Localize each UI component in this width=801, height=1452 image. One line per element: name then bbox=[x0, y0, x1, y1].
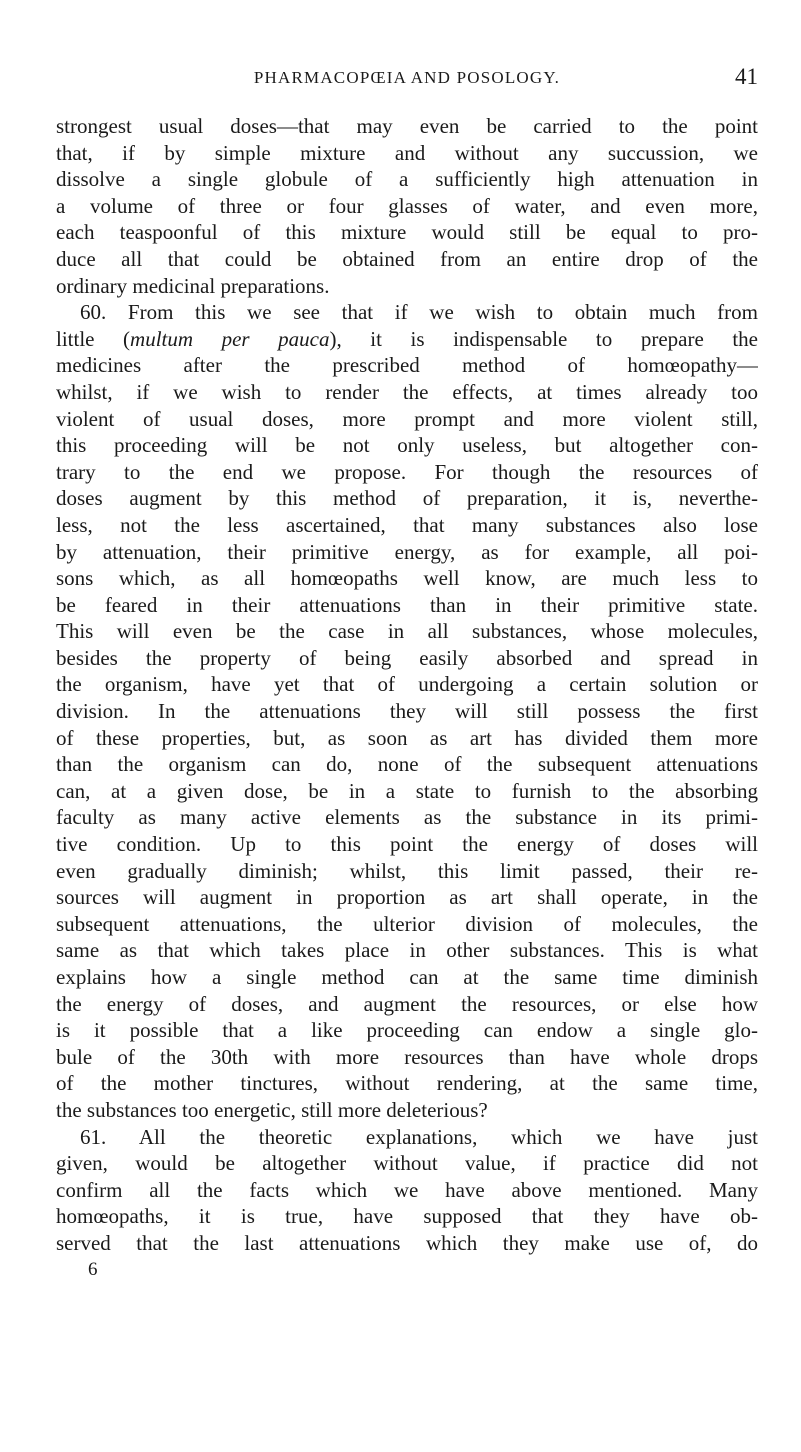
text-line: faculty as many active elements as the substance in its primi- bbox=[56, 805, 758, 830]
text-line: each teaspoonful of this mixture would still be equal to pro- bbox=[56, 220, 758, 245]
text-line: doses augment by this method of preparation, it is, neverthe- bbox=[56, 486, 758, 511]
text-line: is it possible that a like proceeding can endow a single glo- bbox=[56, 1018, 758, 1043]
text-line: of these properties, but, as soon as art has divided them more bbox=[56, 725, 758, 750]
text-line: ordinary medicinal preparations. bbox=[56, 273, 330, 298]
page-header bbox=[56, 64, 758, 94]
text-line: tive condition. Up to this point the energy of doses will bbox=[56, 832, 758, 857]
text-fragment: ), it is indispensable to prepare the bbox=[329, 326, 758, 351]
text-line: subsequent attenuations, the ulterior division of molecules, the bbox=[56, 911, 758, 936]
text-line: division. In the attenuations they will still possess the first bbox=[56, 699, 758, 724]
page-number: 41 bbox=[735, 64, 758, 89]
text-line: the substances too energetic, still more deleterious? bbox=[56, 1097, 488, 1122]
text-line: whilst, if we wish to render the effects, at times already too bbox=[56, 379, 758, 404]
text-line: confirm all the facts which we have above mentioned. Many bbox=[56, 1177, 758, 1202]
text-line: This will even be the case in all substances, whose molecules, bbox=[56, 619, 758, 644]
text-line: of the mother tinctures, without rendering, at the same time, bbox=[56, 1071, 758, 1096]
paragraph-60-start: 60. From this we see that if we wish to obtain much from bbox=[80, 300, 758, 325]
text-line: can, at a given dose, be in a state to furnish to the absorbing bbox=[56, 778, 758, 803]
text-line: this proceeding will be not only useless, but altogether con- bbox=[56, 433, 758, 458]
text-line: trary to the end we propose. For though the resources of bbox=[56, 459, 758, 484]
text-line: even gradually diminish; whilst, this limit passed, their re- bbox=[56, 858, 758, 883]
text-line: bule of the 30th with more resources than have whole drops bbox=[56, 1044, 758, 1069]
text-line: given, would be altogether without value, if practice did not bbox=[56, 1151, 758, 1176]
text-line: medicines after the prescribed method of homœopathy— bbox=[56, 353, 758, 378]
text-line: violent of usual doses, more prompt and more violent still, bbox=[56, 406, 758, 431]
text-line: explains how a single method can at the same time diminish bbox=[56, 965, 758, 989]
latin-phrase: multum per pauca bbox=[130, 326, 330, 351]
text-line: sons which, as all homœopaths well know, are much less to bbox=[56, 566, 758, 591]
text-line: besides the property of being easily absorbed and spread in bbox=[56, 645, 758, 670]
text-line: sources will augment in proportion as art shall operate, in the bbox=[56, 885, 758, 910]
text-line: strongest usual doses—that may even be carried to the point bbox=[56, 114, 758, 138]
text-line: the energy of doses, and augment the resources, or else how bbox=[56, 991, 758, 1016]
running-head: PHARMACOPŒIA AND POSOLOGY. bbox=[253, 68, 561, 87]
text-line-with-italic bbox=[56, 326, 758, 353]
text-line: duce all that could be obtained from an entire drop of the bbox=[56, 246, 758, 271]
text-fragment: little ( bbox=[56, 326, 131, 351]
text-line: be feared in their attenuations than in their primitive state. bbox=[56, 592, 758, 617]
text-line: than the organism can do, none of the subsequent attenuations bbox=[56, 752, 758, 777]
paragraph-61-start: 61. All the theoretic explanations, which we have just bbox=[80, 1124, 758, 1149]
text-line: dissolve a single globule of a sufficiently high attenuation in bbox=[56, 167, 758, 192]
text-line: by attenuation, their primitive energy, as for example, all poi- bbox=[56, 539, 758, 564]
text-line: homœopaths, it is true, have supposed that they have ob- bbox=[56, 1204, 758, 1229]
text-line: same as that which takes place in other substances. This is what bbox=[56, 938, 758, 963]
text-line: served that the last attenuations which they make use of, do bbox=[56, 1230, 758, 1255]
body-text bbox=[56, 113, 758, 1283]
text-line: less, not the less ascertained, that many substances also lose bbox=[56, 512, 758, 537]
signature-mark: 6 bbox=[88, 1258, 98, 1280]
text-line: that, if by simple mixture and without any succussion, we bbox=[56, 140, 758, 165]
text-line: a volume of three or four glasses of water, and even more, bbox=[56, 193, 758, 218]
text-line: the organism, have yet that of undergoing a certain solution or bbox=[56, 672, 758, 697]
